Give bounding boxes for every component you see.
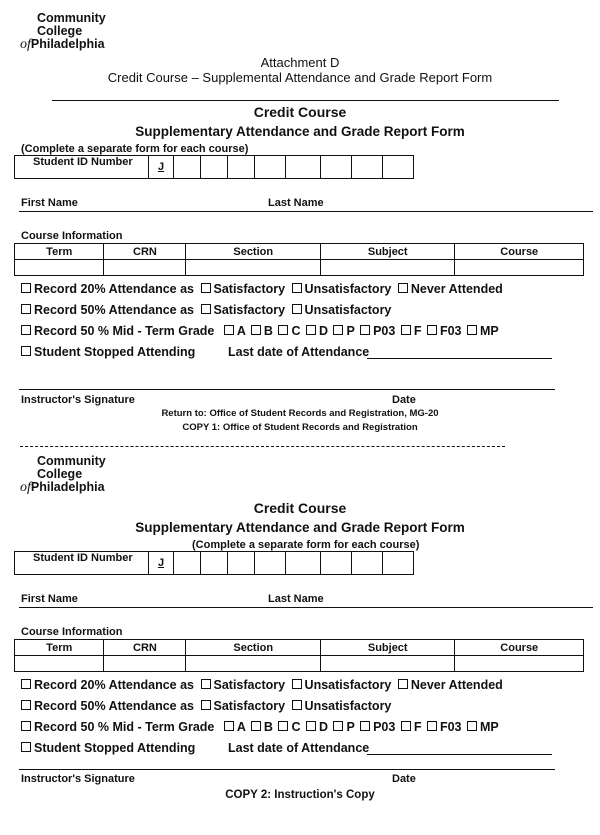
- term-cell[interactable]: [15, 656, 104, 672]
- college-logo: [20, 455, 106, 494]
- grade-b-label: B: [263, 324, 273, 338]
- midterm-label: Record 50 % Mid - Term Grade: [34, 324, 215, 338]
- name-line[interactable]: [19, 211, 593, 212]
- grade-b-checkbox[interactable]: [251, 325, 261, 335]
- course-col-term: Term: [15, 244, 104, 260]
- student-id-digit[interactable]: [286, 552, 321, 575]
- section-cell[interactable]: [186, 260, 321, 276]
- last-date-line[interactable]: [367, 754, 552, 755]
- student-id-digit[interactable]: [321, 552, 352, 575]
- student-id-digit[interactable]: [174, 552, 201, 575]
- course-info-table: [14, 243, 584, 276]
- course-col-crn: CRN: [104, 244, 186, 260]
- grade-f-checkbox[interactable]: [401, 721, 411, 731]
- grade-d-checkbox[interactable]: [306, 325, 316, 335]
- course-header-row: [15, 640, 584, 656]
- signature-label: Instructor's Signature: [21, 773, 135, 785]
- signature-line[interactable]: [19, 769, 555, 770]
- student-id-digit[interactable]: [383, 156, 414, 179]
- record-20-label: Record 20% Attendance as: [34, 282, 195, 296]
- grade-p03-checkbox[interactable]: [360, 721, 370, 731]
- logo-line-philadelphia: Philadelphia: [30, 37, 105, 51]
- student-id-digit[interactable]: [201, 156, 228, 179]
- midterm-row: [21, 324, 499, 338]
- student-id-digit[interactable]: [255, 552, 286, 575]
- grade-c-label: C: [291, 720, 301, 734]
- logo-of: of: [20, 37, 31, 52]
- unsatisfactory-checkbox[interactable]: [292, 304, 302, 314]
- first-name-label: First Name: [21, 593, 78, 605]
- satisfactory-checkbox[interactable]: [201, 283, 211, 293]
- header-divider: [52, 100, 559, 101]
- student-id-digit[interactable]: [383, 552, 414, 575]
- last-name-label: Last Name: [268, 197, 324, 209]
- course-col-crn: CRN: [104, 640, 186, 656]
- logo-line-philadelphia: Philadelphia: [30, 480, 105, 494]
- unsatisfactory-label: Unsatisfactory: [304, 282, 392, 296]
- student-id-digit[interactable]: [174, 156, 201, 179]
- course-col-section: Section: [186, 640, 321, 656]
- subject-cell[interactable]: [320, 656, 455, 672]
- record-20-label: Record 20% Attendance as: [34, 678, 195, 692]
- grade-a-label: A: [236, 324, 246, 338]
- term-cell[interactable]: [15, 260, 104, 276]
- grade-mp-checkbox[interactable]: [467, 325, 477, 335]
- grade-d-checkbox[interactable]: [306, 721, 316, 731]
- satisfactory-label: Satisfactory: [213, 282, 286, 296]
- student-id-digit[interactable]: [352, 156, 383, 179]
- header-title: Credit Course – Supplemental Attendance and Grade Report Form: [107, 70, 493, 85]
- never-attended-checkbox[interactable]: [398, 679, 408, 689]
- grade-mp-label: MP: [479, 324, 499, 338]
- unsatisfactory-checkbox[interactable]: [292, 679, 302, 689]
- course-input-row[interactable]: [15, 260, 584, 276]
- cut-line: [20, 446, 505, 447]
- student-id-digit[interactable]: [228, 552, 255, 575]
- record-50-label: Record 50% Attendance as: [34, 699, 195, 713]
- grade-mp-label: MP: [479, 720, 499, 734]
- date-label: Date: [392, 773, 416, 785]
- grade-p03-checkbox[interactable]: [360, 325, 370, 335]
- grade-p-checkbox[interactable]: [333, 721, 343, 731]
- subject-cell[interactable]: [320, 260, 455, 276]
- student-id-grid[interactable]: [14, 155, 414, 179]
- course-info-table: [14, 639, 584, 672]
- instruction-text: (Complete a separate form for each course): [192, 539, 420, 551]
- stopped-label: Student Stopped Attending: [34, 741, 196, 755]
- record-50-checkbox[interactable]: [21, 304, 31, 314]
- student-id-prefix-text: J: [157, 557, 165, 569]
- logo-line-community: Community: [37, 11, 106, 25]
- student-id-prefix-text: J: [157, 161, 165, 173]
- satisfactory-checkbox[interactable]: [201, 700, 211, 710]
- midterm-checkbox[interactable]: [21, 721, 31, 731]
- grade-mp-checkbox[interactable]: [467, 721, 477, 731]
- college-logo: [20, 12, 106, 51]
- return-to-text: Return to: Office of Student Records and Registration, MG-20: [161, 408, 439, 419]
- satisfactory-checkbox[interactable]: [201, 679, 211, 689]
- crn-cell[interactable]: [104, 260, 186, 276]
- copy1-text: COPY 1: Office of Student Records and Registration: [182, 422, 418, 433]
- unsatisfactory-checkbox[interactable]: [292, 283, 302, 293]
- student-id-label: Student ID Number: [15, 156, 149, 179]
- grade-p-label: P: [346, 720, 355, 734]
- grade-a-checkbox[interactable]: [224, 721, 234, 731]
- course-input-row[interactable]: [15, 656, 584, 672]
- never-attended-label: Never Attended: [410, 678, 503, 692]
- student-id-prefix[interactable]: [149, 156, 174, 179]
- form-subtitle: Supplementary Attendance and Grade Report Form: [135, 520, 465, 535]
- grade-c-checkbox[interactable]: [278, 325, 288, 335]
- satisfactory-checkbox[interactable]: [201, 304, 211, 314]
- satisfactory-label: Satisfactory: [213, 699, 286, 713]
- student-id-grid[interactable]: [14, 551, 414, 575]
- last-date-line[interactable]: [367, 358, 552, 359]
- signature-label: Instructor's Signature: [21, 394, 135, 406]
- unsatisfactory-label: Unsatisfactory: [304, 678, 392, 692]
- grade-b-checkbox[interactable]: [251, 721, 261, 731]
- grade-a-label: A: [236, 720, 246, 734]
- stopped-checkbox[interactable]: [21, 346, 31, 356]
- record-50-row: [21, 303, 391, 317]
- attachment-label: Attachment D: [260, 55, 340, 70]
- grade-b-label: B: [263, 720, 273, 734]
- student-id-digit[interactable]: [286, 156, 321, 179]
- student-id-digit[interactable]: [228, 156, 255, 179]
- grade-p-label: P: [346, 324, 355, 338]
- stopped-checkbox[interactable]: [21, 742, 31, 752]
- copy2-text: COPY 2: Instruction's Copy: [225, 789, 375, 801]
- midterm-label: Record 50 % Mid - Term Grade: [34, 720, 215, 734]
- grade-f-label: F: [413, 720, 422, 734]
- grade-f03-label: F03: [439, 720, 462, 734]
- form-subtitle: Supplementary Attendance and Grade Report Form: [135, 124, 465, 139]
- grade-c-label: C: [291, 324, 301, 338]
- record-50-checkbox[interactable]: [21, 700, 31, 710]
- grade-f-label: F: [413, 324, 422, 338]
- course-col-course: Course: [455, 244, 584, 260]
- record-50-label: Record 50% Attendance as: [34, 303, 195, 317]
- record-20-row: [21, 282, 503, 296]
- grade-p03-label: P03: [373, 324, 396, 338]
- student-id-digit[interactable]: [321, 156, 352, 179]
- satisfactory-label: Satisfactory: [213, 303, 286, 317]
- unsatisfactory-checkbox[interactable]: [292, 700, 302, 710]
- student-id-digit[interactable]: [352, 552, 383, 575]
- stopped-row: [21, 345, 195, 359]
- instruction-text: (Complete a separate form for each course): [21, 143, 249, 155]
- last-date-label: Last date of Attendance: [228, 741, 370, 755]
- student-id-label: Student ID Number: [15, 552, 149, 575]
- midterm-row: [21, 720, 499, 734]
- record-50-row: [21, 699, 391, 713]
- course-col-term: Term: [15, 640, 104, 656]
- logo-line-community: Community: [37, 454, 106, 468]
- grade-c-checkbox[interactable]: [278, 721, 288, 731]
- grade-p03-label: P03: [373, 720, 396, 734]
- stopped-row: [21, 741, 195, 755]
- first-name-label: First Name: [21, 197, 78, 209]
- course-col-subject: Subject: [320, 244, 455, 260]
- grade-f-checkbox[interactable]: [401, 325, 411, 335]
- student-id-prefix[interactable]: [149, 552, 174, 575]
- stopped-label: Student Stopped Attending: [34, 345, 196, 359]
- course-col-course: Course: [455, 640, 584, 656]
- grade-d-label: D: [318, 324, 328, 338]
- grade-f03-checkbox[interactable]: [427, 721, 437, 731]
- grade-f03-label: F03: [439, 324, 462, 338]
- form-title: Credit Course: [253, 500, 347, 516]
- course-col-section: Section: [186, 244, 321, 260]
- form-title: Credit Course: [253, 104, 347, 120]
- unsatisfactory-label: Unsatisfactory: [304, 303, 392, 317]
- unsatisfactory-label: Unsatisfactory: [304, 699, 392, 713]
- midterm-checkbox[interactable]: [21, 325, 31, 335]
- section-cell[interactable]: [186, 656, 321, 672]
- course-cell[interactable]: [455, 260, 584, 276]
- course-info-label: Course Information: [21, 230, 123, 242]
- course-header-row: [15, 244, 584, 260]
- name-line[interactable]: [19, 607, 593, 608]
- grade-d-label: D: [318, 720, 328, 734]
- grade-a-checkbox[interactable]: [224, 325, 234, 335]
- grade-p-checkbox[interactable]: [333, 325, 343, 335]
- last-date-label: Last date of Attendance: [228, 345, 370, 359]
- date-label: Date: [392, 394, 416, 406]
- never-attended-checkbox[interactable]: [398, 283, 408, 293]
- record-20-checkbox[interactable]: [21, 283, 31, 293]
- course-info-label: Course Information: [21, 626, 123, 638]
- satisfactory-label: Satisfactory: [213, 678, 286, 692]
- logo-line-college: College: [37, 24, 83, 38]
- signature-line[interactable]: [19, 389, 555, 390]
- logo-line-college: College: [37, 467, 83, 481]
- record-20-checkbox[interactable]: [21, 679, 31, 689]
- logo-of: of: [20, 480, 31, 495]
- record-20-row: [21, 678, 503, 692]
- grade-f03-checkbox[interactable]: [427, 325, 437, 335]
- student-id-digit[interactable]: [255, 156, 286, 179]
- crn-cell[interactable]: [104, 656, 186, 672]
- student-id-digit[interactable]: [201, 552, 228, 575]
- course-col-subject: Subject: [320, 640, 455, 656]
- course-cell[interactable]: [455, 656, 584, 672]
- last-name-label: Last Name: [268, 593, 324, 605]
- never-attended-label: Never Attended: [410, 282, 503, 296]
